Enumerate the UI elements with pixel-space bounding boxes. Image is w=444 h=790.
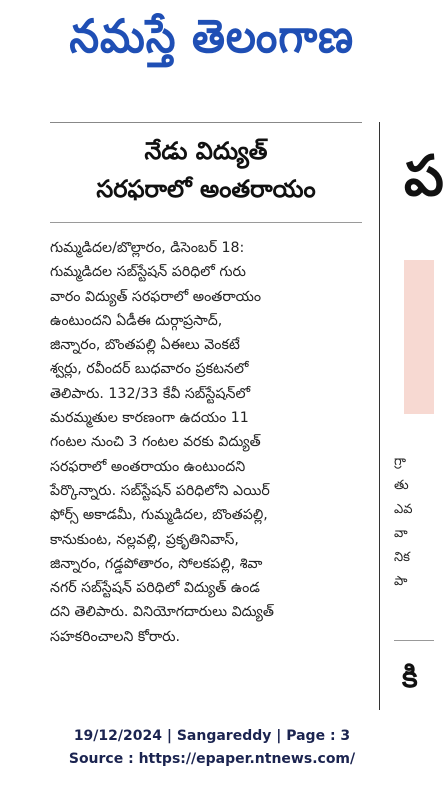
- body-line: మరమ్మతుల కారణంగా ఉదయం 11: [50, 410, 249, 427]
- adjacent-text-fragment: గ్రా: [394, 454, 406, 469]
- adjacent-text-fragment: వా: [394, 526, 408, 541]
- article-body: [50, 236, 362, 649]
- body-line: సరఫరాలో అంతరాయం ఉంటుందని: [50, 458, 246, 475]
- body-line: తెలిపారు. 132/33 కేవీ సబ్‌స్టేషన్‌లో: [50, 385, 251, 402]
- adjacent-bottom-fragment: కి: [402, 660, 418, 695]
- body-line: పేర్కొన్నారు. సబ్‌స్టేషన్ పరిధిలోని ఎయిర్: [50, 482, 270, 499]
- body-line: దని తెలిపారు. వినియోగదారులు విద్యుత్: [50, 604, 274, 621]
- news-article: [50, 122, 362, 714]
- body-line: సహకరించాలని కోరారు.: [50, 628, 180, 645]
- source-link[interactable]: Source : https://epaper.ntnews.com/: [68, 751, 356, 767]
- body-line: గుమ్మడిదల/బొల్లారం, డిసెంబర్ 18:: [50, 240, 245, 256]
- headline-line: సరఫరాలో అంతరాయం: [96, 175, 316, 203]
- newspaper-title: నమస్తే తెలంగాణ: [69, 9, 355, 63]
- body-line: వారం విద్యుత్ సరఫరాలో అంతరాయం: [50, 288, 262, 305]
- adjacent-headline-fragment: ప: [404, 144, 444, 209]
- column-divider: [379, 122, 380, 710]
- body-line: గంటల నుంచి 3 గంటల వరకు విద్యుత్: [50, 434, 261, 451]
- adjacent-text-fragment: తు: [394, 478, 409, 493]
- masthead: [0, 0, 424, 84]
- body-line: శ్వర్లు, రవీందర్ బుధవారం ప్రకటనలో: [50, 361, 249, 378]
- article-headline: [50, 132, 362, 208]
- body-line: నగర్ సబ్‌స్టేషన్ పరిధిలో విద్యుత్ ఉండ: [50, 580, 260, 597]
- adjacent-article-clipped: [392, 122, 444, 712]
- body-line: కానుకుంట, నల్లవల్లి, ప్రకృతినివాస్,: [50, 531, 239, 548]
- adjacent-text-fragment: నిక: [394, 550, 410, 565]
- body-line: ఉంటుందని ఏడీఈ దుర్గాప్రసాద్,: [50, 312, 223, 329]
- body-line: ఫోర్స్ అకాడమీ, గుమ్మడిదల, బొంతపల్లి,: [50, 507, 268, 524]
- page-footer: [0, 725, 424, 771]
- body-line: జిన్నారం, బొంతపల్లి ఏఈలు వెంకటే: [50, 337, 240, 354]
- body-line: జిన్నారం, గడ్డపోతారం, సోలకపల్లి, శివా: [50, 555, 263, 572]
- adjacent-pink-box: [404, 260, 434, 414]
- adjacent-text-fragment: ఎవ: [394, 502, 413, 517]
- adjacent-divider: [394, 640, 434, 641]
- headline-divider: [50, 222, 362, 223]
- adjacent-text-fragment: పా: [394, 574, 408, 589]
- body-line: గుమ్మడిదల సబ్‌స్టేషన్ పరిధిలో గురు: [50, 264, 246, 281]
- article-top-divider: [50, 122, 362, 123]
- headline-line: నేడు విద్యుత్: [144, 137, 268, 165]
- edition-info: 19/12/2024 | Sangareddy | Page : 3: [73, 728, 351, 744]
